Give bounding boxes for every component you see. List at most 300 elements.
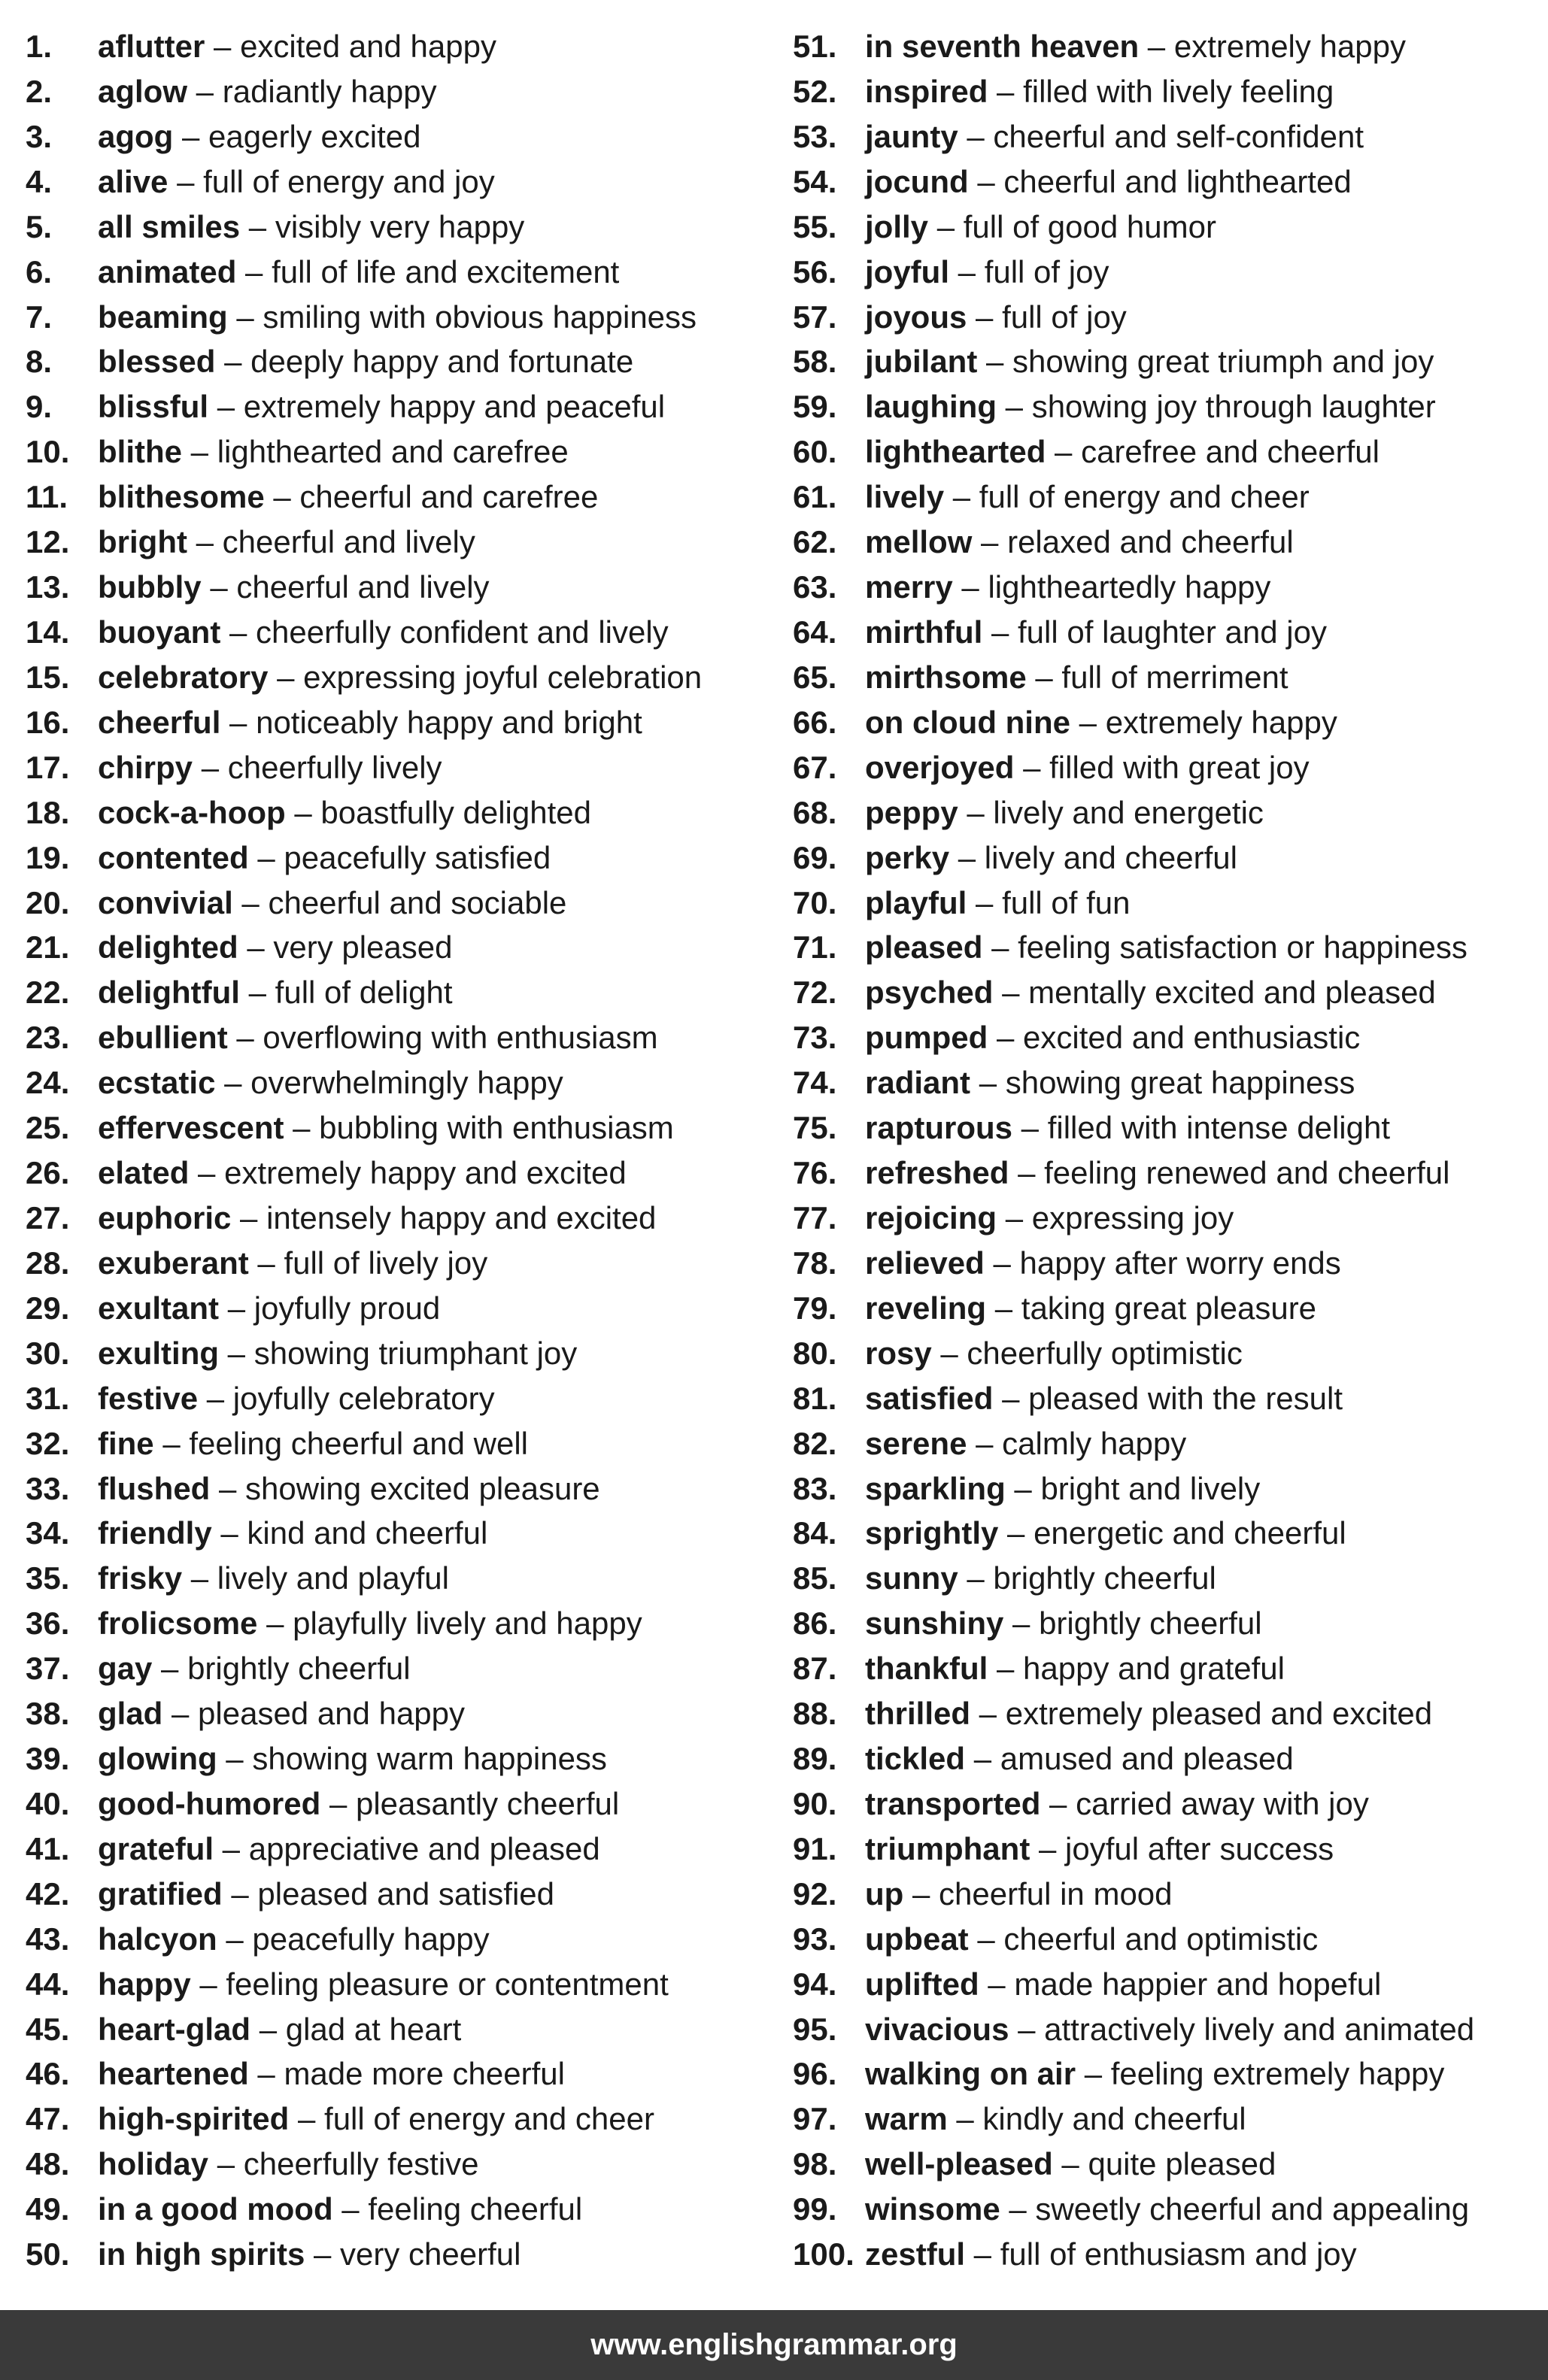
- item-term: effervescent: [98, 1110, 284, 1146]
- item-definition: sweetly cheerful and appealing: [1035, 2191, 1470, 2227]
- list-item: [793, 1872, 1545, 1917]
- item-separator: –: [320, 1785, 356, 1821]
- item-separator: –: [332, 2191, 369, 2227]
- item-separator: –: [190, 1966, 226, 2002]
- list-item: [793, 1962, 1545, 2007]
- item-term: halcyon: [98, 1921, 217, 1957]
- item-number: 76.: [793, 1155, 837, 1191]
- item-number: 32.: [26, 1425, 70, 1461]
- item-separator: –: [967, 299, 1003, 335]
- item-separator: –: [232, 884, 269, 920]
- item-definition: cheerful and lighthearted: [1003, 163, 1352, 199]
- item-definition: cheerful in mood: [939, 1875, 1173, 1912]
- item-separator: –: [182, 1560, 217, 1596]
- item-definition: excited and enthusiastic: [1023, 1020, 1361, 1056]
- item-definition: eagerly excited: [208, 118, 421, 154]
- item-number: 70.: [793, 884, 837, 920]
- item-number: 44.: [26, 1966, 70, 2002]
- item-number: 61.: [793, 479, 837, 515]
- item-definition: boastfully delighted: [320, 794, 591, 830]
- item-separator: –: [982, 929, 1018, 966]
- item-number: 52.: [793, 73, 837, 109]
- item-number: 73.: [793, 1020, 837, 1056]
- item-separator: –: [264, 479, 300, 515]
- list-item: [793, 1691, 1545, 1736]
- list-item: [793, 2142, 1545, 2187]
- item-definition: cheerful and carefree: [299, 479, 599, 515]
- item-term: rosy: [865, 1335, 932, 1371]
- item-number: 69.: [793, 839, 837, 875]
- item-term: serene: [865, 1425, 967, 1461]
- item-separator: –: [1003, 1605, 1040, 1642]
- item-definition: brightly cheerful: [1039, 1605, 1262, 1642]
- item-definition: made more cheerful: [284, 2056, 565, 2092]
- item-number: 97.: [793, 2101, 837, 2137]
- item-number: 98.: [793, 2146, 837, 2182]
- item-number: 5.: [26, 208, 53, 244]
- item-number: 78.: [793, 1245, 837, 1281]
- list-item: [793, 1646, 1545, 1691]
- item-term: sparkling: [865, 1470, 1006, 1506]
- item-number: 87.: [793, 1651, 837, 1687]
- item-definition: very cheerful: [340, 2236, 521, 2272]
- item-definition: pleased and satisfied: [257, 1875, 555, 1912]
- item-definition: bright and lively: [1040, 1470, 1261, 1506]
- item-number: 28.: [26, 1245, 70, 1281]
- item-term: sprightly: [865, 1515, 999, 1551]
- item-separator: –: [1046, 434, 1082, 470]
- item-separator: –: [1070, 704, 1106, 740]
- item-separator: –: [284, 1110, 320, 1146]
- item-term: uplifted: [865, 1966, 979, 2002]
- item-number: 93.: [793, 1921, 837, 1957]
- item-definition: visibly very happy: [275, 208, 525, 244]
- item-definition: full of fun: [1002, 884, 1131, 920]
- item-term: lighthearted: [865, 434, 1046, 470]
- item-term: thankful: [865, 1651, 988, 1687]
- item-term: cock-a-hoop: [98, 794, 286, 830]
- item-number: 25.: [26, 1110, 70, 1146]
- item-number: 63.: [793, 569, 837, 605]
- item-definition: full of enthusiasm and joy: [1000, 2236, 1357, 2272]
- item-term: mirthsome: [865, 659, 1027, 695]
- list-item: [26, 1466, 778, 1511]
- item-definition: full of energy and cheer: [324, 2101, 654, 2137]
- item-number: 11.: [26, 479, 68, 515]
- item-term: frolicsome: [98, 1605, 258, 1642]
- item-term: glad: [98, 1696, 163, 1732]
- item-number: 26.: [26, 1155, 70, 1191]
- item-separator: –: [1052, 2146, 1088, 2182]
- list-item: [26, 295, 778, 340]
- list-item: [793, 339, 1545, 384]
- item-number: 48.: [26, 2146, 70, 2182]
- item-number: 37.: [26, 1651, 70, 1687]
- item-definition: feeling renewed and cheerful: [1044, 1155, 1450, 1191]
- item-separator: –: [952, 569, 988, 605]
- item-number: 100.: [793, 2236, 854, 2272]
- list-item: [26, 1962, 778, 2007]
- item-definition: relaxed and cheerful: [1007, 524, 1294, 560]
- item-definition: cheerful and self-confident: [993, 118, 1364, 154]
- item-separator: –: [208, 389, 244, 425]
- list-item: [793, 1241, 1545, 1286]
- item-separator: –: [220, 704, 256, 740]
- item-separator: –: [988, 73, 1024, 109]
- item-term: winsome: [865, 2191, 1000, 2227]
- item-separator: –: [189, 1155, 225, 1191]
- list-item: [793, 1015, 1545, 1060]
- list-item: [26, 881, 778, 926]
- item-definition: full of joy: [1002, 299, 1127, 335]
- item-term: exulting: [98, 1335, 220, 1371]
- item-term: all smiles: [98, 208, 241, 244]
- item-term: on cloud nine: [865, 704, 1070, 740]
- list-item: [26, 114, 778, 159]
- item-separator: –: [968, 1921, 1004, 1957]
- list-item: [26, 1646, 778, 1691]
- item-term: blithe: [98, 434, 182, 470]
- item-definition: cheerful and sociable: [268, 884, 567, 920]
- item-number: 64.: [793, 614, 837, 650]
- item-number: 77.: [793, 1199, 837, 1235]
- item-separator: –: [257, 1605, 293, 1642]
- item-separator: –: [986, 1290, 1021, 1326]
- item-number: 57.: [793, 299, 837, 335]
- list-item: [26, 970, 778, 1015]
- footer-bar: [0, 2310, 1548, 2380]
- item-definition: pleasantly cheerful: [355, 1785, 620, 1821]
- item-definition: bubbling with enthusiasm: [319, 1110, 674, 1146]
- item-term: lively: [865, 479, 945, 515]
- item-number: 72.: [793, 975, 837, 1011]
- item-term: frisky: [98, 1560, 183, 1596]
- list-item: [26, 159, 778, 205]
- item-separator: –: [248, 2056, 284, 2092]
- item-definition: full of energy and cheer: [979, 479, 1310, 515]
- item-definition: showing warm happiness: [252, 1741, 607, 1777]
- item-number: 27.: [26, 1199, 70, 1235]
- item-definition: lively and playful: [217, 1560, 449, 1596]
- list-item: [26, 1286, 778, 1331]
- item-number: 79.: [793, 1290, 837, 1326]
- item-term: chirpy: [98, 749, 193, 785]
- item-separator: –: [305, 2236, 341, 2272]
- item-number: 50.: [26, 2236, 70, 2272]
- list-item: [26, 790, 778, 835]
- item-separator: –: [984, 1245, 1020, 1281]
- item-number: 83.: [793, 1470, 837, 1506]
- item-separator: –: [993, 1380, 1029, 1416]
- item-number: 94.: [793, 1966, 837, 2002]
- item-separator: –: [205, 29, 241, 64]
- item-definition: kind and cheerful: [247, 1515, 488, 1551]
- item-definition: lighthearted and carefree: [217, 434, 569, 470]
- item-number: 9.: [26, 389, 53, 425]
- item-definition: full of merriment: [1061, 659, 1288, 695]
- list-item: [26, 2187, 778, 2232]
- item-number: 54.: [793, 163, 837, 199]
- list-item: [793, 835, 1545, 881]
- item-definition: amused and pleased: [1000, 1741, 1294, 1777]
- list-item: [26, 1151, 778, 1196]
- item-number: 1.: [26, 29, 53, 64]
- item-definition: glad at heart: [285, 2011, 462, 2047]
- item-separator: –: [187, 73, 223, 109]
- item-number: 12.: [26, 524, 70, 560]
- item-number: 29.: [26, 1290, 70, 1326]
- item-definition: peacefully satisfied: [284, 839, 551, 875]
- item-term: in high spirits: [98, 2236, 305, 2272]
- item-term: elated: [98, 1155, 190, 1191]
- item-definition: carefree and cheerful: [1081, 434, 1380, 470]
- list-item: [26, 1691, 778, 1736]
- item-definition: peacefully happy: [252, 1921, 490, 1957]
- item-definition: cheerfully festive: [243, 2146, 479, 2182]
- list-item: [26, 1331, 778, 1376]
- item-definition: noticeably happy and bright: [256, 704, 642, 740]
- word-list-right-column: [793, 24, 1545, 2277]
- item-definition: appreciative and pleased: [248, 1830, 600, 1866]
- item-term: happy: [98, 1966, 191, 2002]
- item-separator: –: [998, 1515, 1034, 1551]
- item-separator: –: [1014, 749, 1050, 785]
- item-term: joyous: [865, 299, 967, 335]
- item-number: 60.: [793, 434, 837, 470]
- item-term: thrilled: [865, 1696, 971, 1732]
- item-definition: feeling pleasure or contentment: [226, 1966, 669, 2002]
- list-item: [26, 655, 778, 700]
- list-item: [793, 1511, 1545, 1556]
- list-item: [793, 970, 1545, 1015]
- item-number: 40.: [26, 1785, 70, 1821]
- list-item: [793, 745, 1545, 790]
- item-separator: –: [1005, 1470, 1041, 1506]
- item-separator: –: [268, 659, 304, 695]
- item-term: well-pleased: [865, 2146, 1053, 2182]
- item-number: 36.: [26, 1605, 70, 1642]
- item-term: bubbly: [98, 569, 202, 605]
- item-term: gratified: [98, 1875, 223, 1912]
- item-definition: overwhelmingly happy: [250, 1065, 563, 1101]
- item-term: transported: [865, 1785, 1041, 1821]
- item-definition: feeling extremely happy: [1110, 2056, 1445, 2092]
- item-term: vivacious: [865, 2011, 1009, 2047]
- item-separator: –: [289, 2101, 325, 2137]
- item-number: 99.: [793, 2191, 837, 2227]
- list-item: [26, 2142, 778, 2187]
- item-definition: happy and grateful: [1023, 1651, 1285, 1687]
- item-definition: full of delight: [275, 975, 453, 1011]
- item-number: 10.: [26, 434, 70, 470]
- item-separator: –: [215, 344, 251, 380]
- item-number: 53.: [793, 118, 837, 154]
- item-separator: –: [988, 1020, 1024, 1056]
- item-separator: –: [285, 794, 321, 830]
- list-item: [26, 2007, 778, 2052]
- item-term: euphoric: [98, 1199, 232, 1235]
- list-item: [793, 1151, 1545, 1196]
- item-number: 88.: [793, 1696, 837, 1732]
- item-number: 86.: [793, 1605, 837, 1642]
- item-term: rejoicing: [865, 1199, 997, 1235]
- item-definition: joyfully proud: [253, 1290, 441, 1326]
- item-definition: lively and energetic: [993, 794, 1264, 830]
- list-item: [26, 2051, 778, 2097]
- item-definition: deeply happy and fortunate: [250, 344, 634, 380]
- item-definition: cheerfully confident and lively: [256, 614, 669, 650]
- item-separator: –: [949, 253, 985, 290]
- item-definition: happy after worry ends: [1019, 1245, 1341, 1281]
- list-item: [26, 1872, 778, 1917]
- item-separator: –: [152, 1651, 188, 1687]
- item-number: 33.: [26, 1470, 70, 1506]
- item-number: 82.: [793, 1425, 837, 1461]
- item-separator: –: [967, 884, 1003, 920]
- item-separator: –: [217, 1921, 253, 1957]
- item-definition: taking great pleasure: [1021, 1290, 1317, 1326]
- list-item: [26, 24, 778, 69]
- list-item: [26, 1376, 778, 1421]
- list-item: [793, 1917, 1545, 1962]
- list-item: [26, 1781, 778, 1827]
- item-term: overjoyed: [865, 749, 1015, 785]
- item-term: sunny: [865, 1560, 958, 1596]
- item-number: 49.: [26, 2191, 70, 2227]
- list-item: [793, 2187, 1545, 2232]
- list-item: [793, 610, 1545, 655]
- list-item: [26, 429, 778, 474]
- item-number: 66.: [793, 704, 837, 740]
- list-item: [793, 2007, 1545, 2052]
- list-item: [26, 925, 778, 970]
- list-item: [26, 700, 778, 745]
- item-definition: smiling with obvious happiness: [263, 299, 697, 335]
- item-separator: –: [997, 1199, 1032, 1235]
- item-term: blithesome: [98, 479, 265, 515]
- item-term: mellow: [865, 524, 973, 560]
- item-separator: –: [972, 524, 1008, 560]
- list-item: [793, 69, 1545, 114]
- item-number: 71.: [793, 929, 837, 966]
- item-term: friendly: [98, 1515, 212, 1551]
- list-item: [793, 1376, 1545, 1421]
- list-item: [26, 1060, 778, 1105]
- item-term: merry: [865, 569, 953, 605]
- item-term: jolly: [865, 208, 929, 244]
- item-separator: –: [949, 839, 985, 875]
- item-number: 38.: [26, 1696, 70, 1732]
- list-item: [793, 520, 1545, 565]
- item-separator: –: [931, 1335, 967, 1371]
- item-number: 16.: [26, 704, 70, 740]
- item-definition: full of life and excitement: [272, 253, 620, 290]
- item-term: holiday: [98, 2146, 209, 2182]
- item-term: delighted: [98, 929, 238, 966]
- item-definition: feeling cheerful and well: [189, 1425, 528, 1461]
- item-number: 41.: [26, 1830, 70, 1866]
- item-separator: –: [236, 253, 272, 290]
- item-separator: –: [993, 975, 1029, 1011]
- item-definition: showing triumphant joy: [253, 1335, 578, 1371]
- item-number: 39.: [26, 1741, 70, 1777]
- item-term: rapturous: [865, 1110, 1013, 1146]
- item-separator: –: [219, 1290, 254, 1326]
- item-term: pleased: [865, 929, 983, 966]
- item-definition: pleased and happy: [198, 1696, 466, 1732]
- list-item: [26, 2097, 778, 2142]
- item-term: in a good mood: [98, 2191, 333, 2227]
- item-number: 74.: [793, 1065, 837, 1101]
- item-term: high-spirited: [98, 2101, 290, 2137]
- item-definition: joyful after success: [1065, 1830, 1334, 1866]
- list-item: [793, 295, 1545, 340]
- item-term: animated: [98, 253, 237, 290]
- list-item: [793, 205, 1545, 250]
- item-term: ecstatic: [98, 1065, 216, 1101]
- item-number: 68.: [793, 794, 837, 830]
- item-number: 56.: [793, 253, 837, 290]
- item-separator: –: [996, 389, 1032, 425]
- item-separator: –: [1030, 1830, 1066, 1866]
- item-definition: radiantly happy: [222, 73, 437, 109]
- list-item: [26, 1827, 778, 1872]
- list-item: [26, 1601, 778, 1646]
- item-definition: showing great triumph and joy: [1012, 344, 1434, 380]
- item-term: aflutter: [98, 29, 205, 64]
- item-separator: –: [1009, 2011, 1045, 2047]
- list-item: [26, 610, 778, 655]
- item-definition: brightly cheerful: [993, 1560, 1216, 1596]
- item-term: delightful: [98, 975, 240, 1011]
- item-term: peppy: [865, 794, 958, 830]
- list-item: [793, 925, 1545, 970]
- item-number: 91.: [793, 1830, 837, 1866]
- item-separator: –: [979, 1966, 1015, 2002]
- item-number: 19.: [26, 839, 70, 875]
- item-number: 45.: [26, 2011, 70, 2047]
- list-item: [793, 790, 1545, 835]
- footer-url[interactable]: www.englishgrammar.org: [590, 2328, 958, 2361]
- item-number: 31.: [26, 1380, 70, 1416]
- item-definition: full of joy: [984, 253, 1109, 290]
- item-term: gay: [98, 1651, 153, 1687]
- item-number: 3.: [26, 118, 53, 154]
- item-separator: –: [208, 2146, 244, 2182]
- item-definition: cheerful and lively: [222, 524, 475, 560]
- item-number: 89.: [793, 1741, 837, 1777]
- list-item: [26, 205, 778, 250]
- item-number: 34.: [26, 1515, 70, 1551]
- item-term: fine: [98, 1425, 154, 1461]
- item-definition: joyfully celebratory: [232, 1380, 495, 1416]
- list-item: [793, 1331, 1545, 1376]
- item-number: 22.: [26, 975, 70, 1011]
- item-term: tickled: [865, 1741, 966, 1777]
- item-definition: calmly happy: [1002, 1425, 1187, 1461]
- item-term: flushed: [98, 1470, 211, 1506]
- item-separator: –: [219, 1335, 254, 1371]
- list-item: [26, 520, 778, 565]
- item-definition: carried away with joy: [1076, 1785, 1369, 1821]
- list-item: [26, 1511, 778, 1556]
- item-definition: brightly cheerful: [187, 1651, 411, 1687]
- item-separator: –: [1009, 1155, 1045, 1191]
- item-term: jubilant: [865, 344, 978, 380]
- item-definition: excited and happy: [240, 29, 496, 64]
- item-separator: –: [903, 1875, 939, 1912]
- list-item: [793, 2051, 1545, 2097]
